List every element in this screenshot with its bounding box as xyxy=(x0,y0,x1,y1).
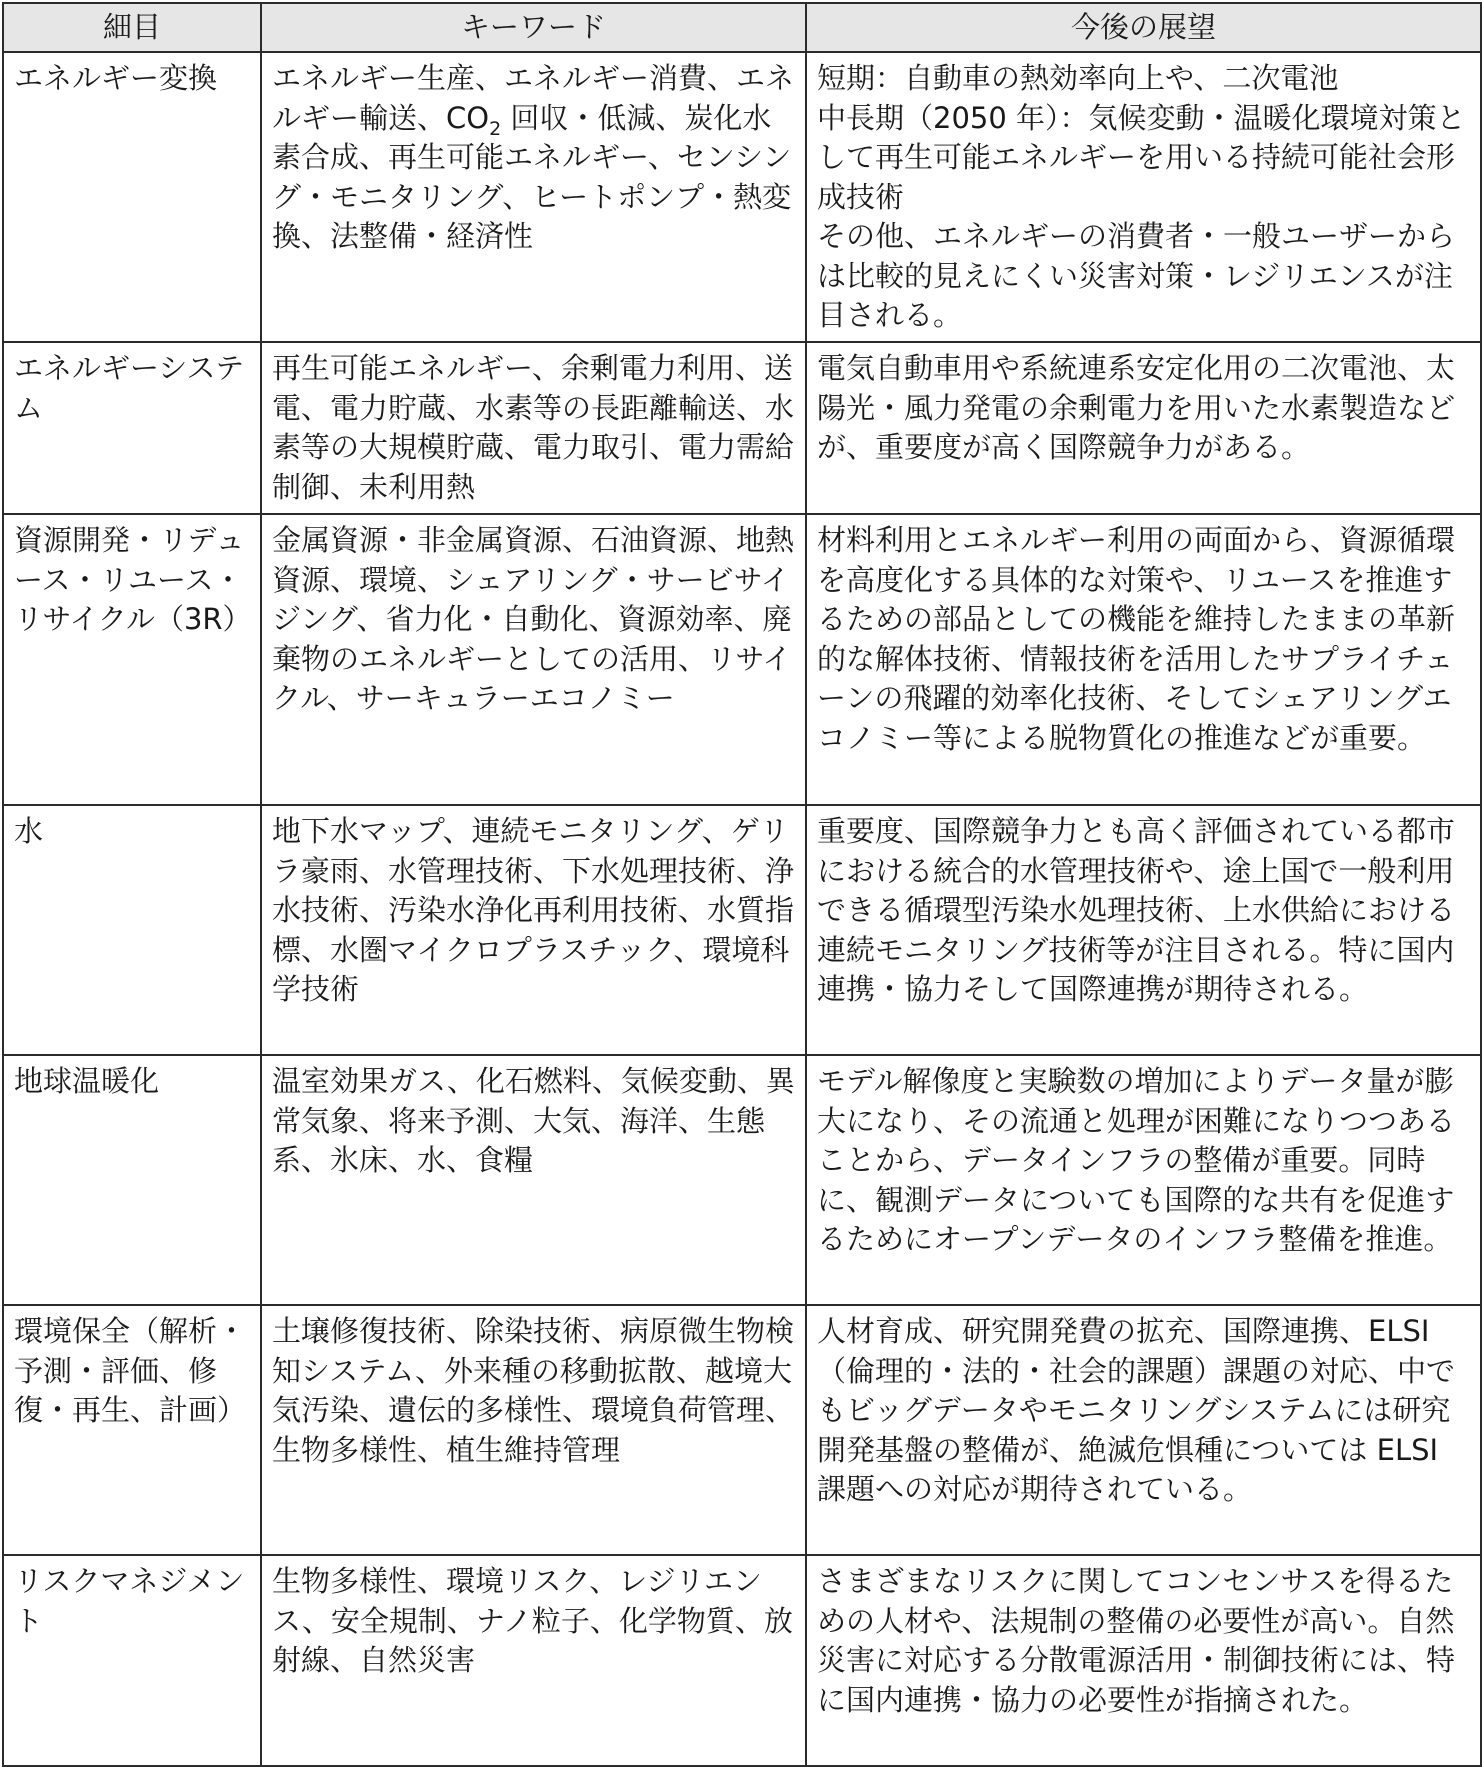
table-row xyxy=(3,1055,1481,1305)
outlook-cell: 材料利用とエネルギー利用の両面から、資源循環を高度化する具体的な対策や、リユースを推進するための部品としての機能を維持したままの革新的な解体技術、情報技術を活用したサプライチェーンの飛躍的効率化技術、そしてシェアリングエコノミー等による脱物質化の推進などが重要。 xyxy=(806,514,1481,805)
category-cell: リスクマネジメント xyxy=(3,1555,261,1766)
table-row xyxy=(3,52,1481,342)
outlook-cell: 重要度、国際競争力とも高く評価されている都市における統合的水管理技術や、途上国で一般利用できる循環型汚染水処理技術、上水供給における連続モニタリング技術等が注目される。特に国内連携・協力そして国際連携が期待される。 xyxy=(806,805,1481,1055)
keywords-cell: 土壌修復技術、除染技術、病原微生物検知システム、外来種の移動拡散、越境大気汚染、遺伝的多様性、環境負荷管理、生物多様性、植生維持管理 xyxy=(261,1305,806,1555)
header-outlook: 今後の展望 xyxy=(806,3,1481,52)
outlook-cell: さまざまなリスクに関してコンセンサスを得るための人材や、法規制の整備の必要性が高い。自然災害に対応する分散電源活用・制御技術には、特に国内連携・協力の必要性が指摘された。 xyxy=(806,1555,1481,1766)
table-row xyxy=(3,1555,1481,1766)
outlook-line: 短期：自動車の熱効率向上や、二次電池 xyxy=(817,61,1339,95)
outlook-cell: 電気自動車用や系統連系安定化用の二次電池、太陽光・風力発電の余剰電力を用いた水素製造などが、重要度が高く国際競争力がある。 xyxy=(806,342,1481,514)
category-cell: 地球温暖化 xyxy=(3,1055,261,1305)
header-row xyxy=(3,3,1481,52)
category-cell: 資源開発・リデュース・リユース・リサイクル（3R） xyxy=(3,514,261,805)
header-keywords: キーワード xyxy=(261,3,806,52)
keywords-cell: 再生可能エネルギー、余剰電力利用、送電、電力貯蔵、水素等の長距離輸送、水素等の大規模貯蔵、電力取引、電力需給制御、未利用熱 xyxy=(261,342,806,514)
category-cell: エネルギーシステム xyxy=(3,342,261,514)
outlook-cell: モデル解像度と実験数の増加によりデータ量が膨大になり、その流通と処理が困難になりつつあることから、データインフラの整備が重要。同時に、観測データについても国際的な共有を促進するためにオープンデータのインフラ整備を推進。 xyxy=(806,1055,1481,1305)
outlook-cell xyxy=(806,52,1481,342)
category-cell: 環境保全（解析・予測・評価、修復・再生、計画） xyxy=(3,1305,261,1555)
keywords-cell: 温室効果ガス、化石燃料、気候変動、異常気象、将来予測、大気、海洋、生態系、氷床、水、食糧 xyxy=(261,1055,806,1305)
keywords-cell: 地下水マップ、連続モニタリング、ゲリラ豪雨、水管理技術、下水処理技術、浄水技術、汚染水浄化再利用技術、水質指標、水圏マイクロプラスチック、環境科学技術 xyxy=(261,805,806,1055)
keywords-text: 回収・低減、炭化水素合成、再生可能エネルギー、センシング・モニタリング、ヒートポンプ・熱変換、法整備・経済性 xyxy=(272,100,792,253)
outlook-line: 中長期（2050 年）：気候変動・温暖化環境対策として再生可能エネルギーを用いる持続可能社会形成技術 xyxy=(817,100,1466,214)
table-row xyxy=(3,514,1481,805)
keywords-cell xyxy=(261,52,806,342)
outlook-table xyxy=(2,2,1482,1767)
category-cell: エネルギー変換 xyxy=(3,52,261,342)
outlook-cell: 人材育成、研究開発費の拡充、国際連携、ELSI（倫理的・法的・社会的課題）課題の対応、中でもビッグデータやモニタリングシステムには研究開発基盤の整備が、絶滅危惧種については ELSI 課題への対応が期待されている。 xyxy=(806,1305,1481,1555)
keywords-text: エネルギー生産、エネルギー消費、エネルギー輸送、CO xyxy=(272,61,795,135)
category-cell: 水 xyxy=(3,805,261,1055)
co2-subscript: 2 xyxy=(489,117,502,140)
table-row xyxy=(3,1305,1481,1555)
keywords-cell: 生物多様性、環境リスク、レジリエンス、安全規制、ナノ粒子、化学物質、放射線、自然災害 xyxy=(261,1555,806,1766)
keywords-cell: 金属資源・非金属資源、石油資源、地熱資源、環境、シェアリング・サービサイジング、省力化・自動化、資源効率、廃棄物のエネルギーとしての活用、リサイクル、サーキュラーエコノミー xyxy=(261,514,806,805)
outlook-line: その他、エネルギーの消費者・一般ユーザーからは比較的見えにくい災害対策・レジリエンスが注目される。 xyxy=(817,219,1456,332)
table-row xyxy=(3,805,1481,1055)
header-category: 細目 xyxy=(3,3,261,52)
table-row xyxy=(3,342,1481,514)
